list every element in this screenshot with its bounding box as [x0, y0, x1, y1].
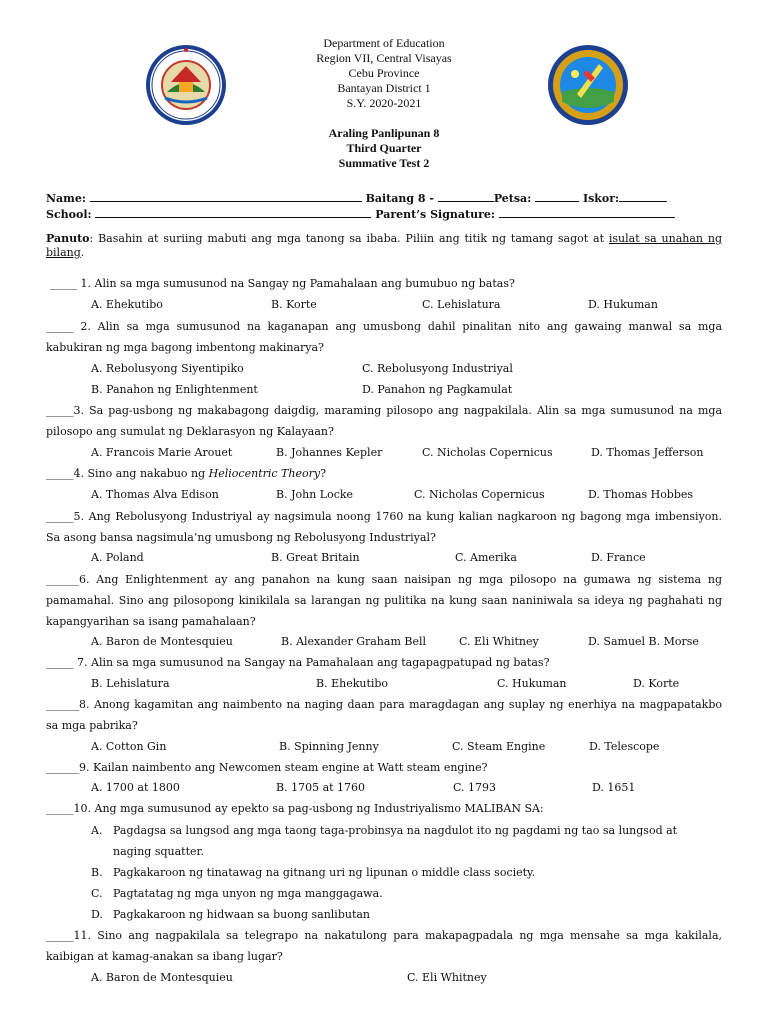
- test-name: Summative Test 2: [338, 156, 430, 170]
- question-6: [46, 569, 722, 632]
- question-number: ______9.: [46, 761, 90, 774]
- option[interactable]: A. Baron de Montesquieu: [91, 971, 233, 984]
- question-text: Kailan naimbento ang Newcomen steam engine at Watt steam engine?: [93, 761, 488, 774]
- question-number: _____4.: [46, 467, 84, 480]
- section-field[interactable]: [438, 191, 494, 202]
- option-text[interactable]: Pagdagsa sa lungsod ang mga taong taga-probinsya na nagdulot ito ng pagdami ng tao sa lungsod at: [113, 824, 678, 837]
- option[interactable]: B. Panahon ng Enlightenment: [91, 383, 258, 396]
- question-number: _____10.: [46, 802, 91, 815]
- district-name: Bantayan District 1: [337, 81, 431, 95]
- parent-signature-label: Parent’s Signature:: [375, 208, 495, 221]
- region-name: Region VII, Central Visayas: [316, 51, 452, 65]
- question-8: [46, 694, 722, 736]
- question-number: ______8.: [46, 698, 90, 711]
- instructions: [46, 232, 722, 260]
- option[interactable]: A. Ehekutibo: [91, 298, 163, 311]
- option[interactable]: D. 1651: [592, 781, 636, 794]
- option[interactable]: A. Poland: [91, 551, 144, 564]
- school-year: S.Y. 2020-2021: [346, 96, 422, 110]
- option[interactable]: D. Samuel B. Morse: [588, 635, 699, 648]
- option-text[interactable]: Pagkakaroon ng hidwaan sa buong sanlibutan: [113, 908, 371, 921]
- question-text-end: ?: [320, 467, 326, 480]
- option[interactable]: A. Baron de Montesquieu: [91, 635, 233, 648]
- option[interactable]: D. Hukuman: [588, 298, 658, 311]
- option-text[interactable]: Pagkakaroon ng tinatawag na gitnang uri ng lipunan o middle class society.: [113, 866, 536, 879]
- department-name: Department of Education: [323, 36, 445, 50]
- option[interactable]: B. Alexander Graham Bell: [281, 635, 427, 648]
- question-text: Ang Rebolusyong Industriyal ay nagsimula noong 1760 na kung kalian nagkaroon ng bagong mga imbensiyon. Sa asong bansa nagsimula’ng umusbong ng Rebolusyong Industriyal?: [46, 510, 722, 544]
- question-text: Anong kagamitan ang naimbento na naging daan para maragdagan ang suplay ng enerhiya na magpapatakbo sa mga pabrika?: [46, 698, 722, 732]
- option-letter[interactable]: D.: [91, 908, 103, 921]
- question-3: [46, 400, 722, 442]
- option[interactable]: D. Thomas Hobbes: [588, 488, 694, 501]
- date-label: Petsa:: [493, 192, 532, 205]
- option[interactable]: C. Nicholas Copernicus: [422, 446, 553, 459]
- option-letter[interactable]: B.: [91, 866, 103, 879]
- option[interactable]: C. Eli Whitney: [407, 971, 487, 984]
- question-italic-term: Heliocentric Theory: [208, 467, 321, 480]
- option[interactable]: B. Great Britain: [271, 551, 360, 564]
- question-number: _____ 2.: [46, 320, 91, 333]
- question-number: _____11.: [46, 929, 91, 942]
- school-row: [46, 207, 726, 222]
- option[interactable]: D. France: [591, 551, 646, 564]
- question-1: [46, 273, 722, 294]
- option[interactable]: C. Eli Whitney: [459, 635, 539, 648]
- option-text-continued[interactable]: naging squatter.: [113, 845, 205, 858]
- question-number: _____ 1.: [49, 277, 91, 290]
- question-text: Ang Enlightenment ay ang panahon na kung saan naisipan ng mga pilosopo na gumawa ng sistema ng pamamahal. Sino ang pilosopong kinikilala sa larangan ng pulitika na kung saan naniniwala sa ideya ng paghahati ng kapangyarihan sa isang pamahalaan?: [46, 573, 722, 628]
- option[interactable]: B. Johannes Kepler: [276, 446, 383, 459]
- question-2: [46, 316, 722, 358]
- option[interactable]: D. Thomas Jefferson: [591, 446, 704, 459]
- question-number: ______6.: [46, 573, 90, 586]
- option[interactable]: A. Thomas Alva Edison: [91, 488, 219, 501]
- question-text: Sa pag-usbong ng makabagong daigdig, maraming pilosopo ang nagpakilala. Alin sa mga sumusunod na mga pilosopo ang sumulat ng Deklarasyon ng Kalayaan?: [46, 404, 722, 438]
- name-label: Name:: [46, 192, 86, 205]
- name-row: [46, 191, 726, 206]
- question-number: _____3.: [46, 404, 84, 417]
- option[interactable]: A. Francois Marie Arouet: [91, 446, 233, 459]
- instructions-text: : Basahin at suriing mabuti ang mga tanong sa ibaba. Piliin ang titik ng tamang sagot at: [89, 232, 609, 245]
- question-text: Ang mga sumusunod ay epekto sa pag-usbong ng Industriyalismo MALIBAN SA:: [94, 802, 544, 815]
- question-7: [46, 652, 722, 673]
- parent-signature-field[interactable]: [499, 207, 675, 218]
- option[interactable]: D. Panahon ng Pagkamulat: [362, 383, 513, 396]
- instructions-label: Panuto: [46, 232, 90, 245]
- option[interactable]: D. Telescope: [589, 740, 660, 753]
- date-field[interactable]: [535, 191, 579, 202]
- province-name: Cebu Province: [348, 66, 420, 80]
- option[interactable]: B. 1705 at 1760: [276, 781, 366, 794]
- question-text: Sino ang nagpakilala sa telegrapo na nakatulong para makapagpadala ng mga mensahe sa mga kakilala, kaibigan at kamag-anakan sa ibang lugar?: [46, 929, 722, 963]
- option[interactable]: B. Korte: [271, 298, 317, 311]
- question-text: Sino ang nakabuo ng: [87, 467, 209, 480]
- test-title: [200, 126, 568, 171]
- quarter-title: Third Quarter: [346, 141, 422, 155]
- score-label: Iskor:: [582, 192, 620, 205]
- option[interactable]: C. 1793: [453, 781, 497, 794]
- option[interactable]: C. Steam Engine: [452, 740, 546, 753]
- question-5: [46, 506, 722, 548]
- option[interactable]: C. Lehislatura: [422, 298, 501, 311]
- option[interactable]: C. Amerika: [455, 551, 517, 564]
- option-text[interactable]: Pagtatatag ng mga unyon ng mga manggagawa.: [113, 887, 383, 900]
- question-9: [46, 757, 722, 778]
- option[interactable]: C. Hukuman: [497, 677, 567, 690]
- option[interactable]: C. Rebolusyong Industriyal: [362, 362, 513, 375]
- instructions-underlined: isulat sa unahan ng bilang: [46, 232, 722, 259]
- option[interactable]: B. Ehekutibo: [316, 677, 389, 690]
- option-letter[interactable]: A.: [91, 824, 103, 837]
- question-11: [46, 925, 722, 967]
- option[interactable]: C. Nicholas Copernicus: [414, 488, 545, 501]
- name-field[interactable]: [90, 191, 362, 202]
- option[interactable]: B. Spinning Jenny: [279, 740, 379, 753]
- question-number: _____5.: [46, 510, 84, 523]
- question-text: Alin sa mga sumusunod na kaganapan ang umusbong dahil pinalitan nito ang gawaing manwal sa mga kabukiran ng mga bagong imbentong makinarya?: [46, 320, 722, 354]
- question-number: _____ 7.: [46, 656, 88, 669]
- school-field[interactable]: [95, 207, 371, 218]
- grade-label: Baitang 8 -: [365, 192, 434, 205]
- option[interactable]: A. 1700 at 1800: [91, 781, 180, 794]
- option[interactable]: B. John Locke: [276, 488, 354, 501]
- question-4: [46, 463, 722, 484]
- option[interactable]: B. Lehislatura: [91, 677, 170, 690]
- school-label: School:: [46, 208, 92, 221]
- option[interactable]: A. Cotton Gin: [91, 740, 167, 753]
- option-letter[interactable]: C.: [91, 887, 103, 900]
- score-field[interactable]: [619, 191, 667, 202]
- question-10: [46, 798, 722, 819]
- question-text: Alin sa mga sumusunod na Sangay na Pamahalaan ang tagapagpatupad ng batas?: [91, 656, 550, 669]
- option[interactable]: A. Rebolusyong Siyentipiko: [91, 362, 244, 375]
- instructions-end: .: [80, 246, 85, 259]
- option[interactable]: D. Korte: [633, 677, 680, 690]
- question-text: Alin sa mga sumusunod na Sangay ng Pamahalaan ang bumubuo ng batas?: [94, 277, 515, 290]
- school-header: [200, 36, 568, 111]
- subject-title: Araling Panlipunan 8: [328, 126, 440, 140]
